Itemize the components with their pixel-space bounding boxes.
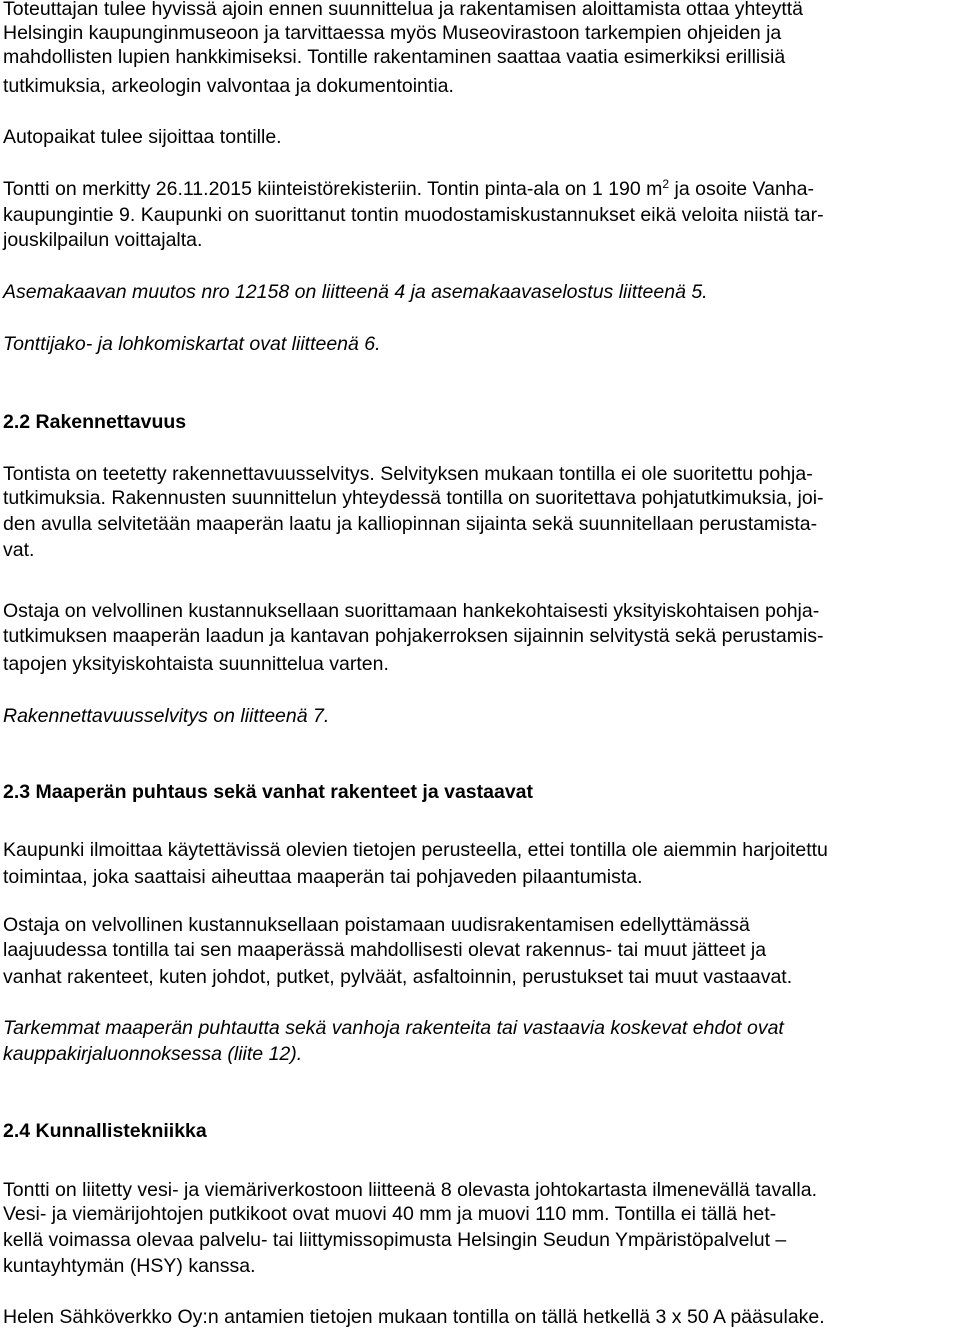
- section-2-3-heading: 2.3 Maaperän puhtaus sekä vanhat rakenteet ja vastaavat: [3, 781, 534, 803]
- section-2-2-line-2: tutkimuksia. Rakennusten suunnittelun yhteydessä tontilla on suoritettava pohjatutkimuksia, joi-: [3, 487, 824, 509]
- intro-line-2: Helsingin kaupunginmuseoon ja tarvittaessa myös Museovirastoon tarkempien ohjeiden ja: [3, 22, 782, 44]
- plot-line-2: kaupungintie 9. Kaupunki on suorittanut tontin muodostamiskustannukset eikä veloita niistä tar-: [3, 204, 824, 226]
- intro-line-1: Toteuttajan tulee hyvissä ajoin ennen suunnittelua ja rakentamisen aloittamista ottaa yhteyttä: [3, 0, 803, 20]
- section-2-2-line-4: vat.: [3, 539, 35, 561]
- section-2-3-p2-line-2: laajuudessa tontilla tai sen maaperässä mahdollisesti olevat rakennus- tai muut jätteet ja: [3, 939, 767, 961]
- section-2-2-p2-line-3: tapojen yksityiskohtaista suunnittelua varten.: [3, 653, 389, 675]
- plot-line-1-end: ja osoite Vanha-: [669, 178, 814, 200]
- section-2-2-line-3: den avulla selvitetään maaperän laatu ja kalliopinnan sijainta sekä suunnitellaan perustamista-: [3, 513, 818, 535]
- section-2-2-p2-line-1: Ostaja on velvollinen kustannuksellaan suorittamaan hankekohtaisesti yksityiskohtaisen pohja-: [3, 600, 820, 622]
- plot-line-1: [3, 177, 814, 202]
- section-2-4-heading: 2.4 Kunnallistekniikka: [3, 1120, 207, 1142]
- section-2-4-p2: Helen Sähköverkko Oy:n antamien tietojen mukaan tontilla on tällä hetkellä 3 x 50 A pääsulake.: [3, 1306, 825, 1328]
- plot-line-1-text: Tontti on merkitty 26.11.2015 kiinteistörekisteriin. Tontin pinta-ala on 1 190 m: [3, 178, 663, 200]
- section-2-3-line-2: toimintaa, joka saattaisi aiheuttaa maaperän tai pohjaveden pilaantumista.: [3, 866, 643, 888]
- section-2-3-ref-line-2: kauppakirjaluonnoksessa (liite 12).: [3, 1043, 303, 1065]
- section-2-4-line-4: kuntayhtymän (HSY) kanssa.: [3, 1255, 256, 1277]
- section-2-2-reference: Rakennettavuusselvitys on liitteenä 7.: [3, 705, 330, 727]
- section-2-3-p2-line-3: vanhat rakenteet, kuten johdot, putket, pylväät, asfaltoinnin, perustukset tai muut vastaavat.: [3, 966, 793, 988]
- section-2-2-line-1: Tontista on teetetty rakennettavuusselvitys. Selvityksen mukaan tontilla ei ole suoritettu pohja-: [3, 463, 813, 485]
- square-superscript: 2: [662, 177, 670, 191]
- section-2-3-ref-line-1: Tarkemmat maaperän puhtautta sekä vanhoja rakenteita tai vastaavia koskevat ehdot ovat: [3, 1017, 784, 1039]
- intro-line-3: mahdollisten lupien hankkimiseksi. Tontille rakentaminen saattaa vaatia esimerkiksi erillisiä: [3, 46, 786, 68]
- parking-text: Autopaikat tulee sijoittaa tontille.: [3, 126, 282, 148]
- section-2-4-line-3: kellä voimassa olevaa palvelu- tai liittymissopimusta Helsingin Seudun Ympäristöpalvelut –: [3, 1229, 787, 1251]
- section-2-3-line-1: Kaupunki ilmoittaa käytettävissä olevien tietojen perusteella, ettei tontilla ole aiemmin harjoitettu: [3, 839, 828, 861]
- plot-line-3: jouskilpailun voittajalta.: [3, 229, 203, 251]
- zoning-reference: Asemakaavan muutos nro 12158 on liitteenä 4 ja asemakaavaselostus liitteenä 5.: [3, 281, 708, 303]
- maps-reference: Tonttijako- ja lohkomiskartat ovat liitteenä 6.: [3, 333, 381, 355]
- section-2-4-line-2: Vesi- ja viemärijohtojen putkikoot ovat muovi 40 mm ja muovi 110 mm. Tontilla ei tällä het-: [3, 1203, 777, 1225]
- section-2-2-p2-line-2: tutkimuksen maaperän laadun ja kantavan pohjakerroksen sijainnin selvitystä sekä perustamis-: [3, 625, 824, 647]
- section-2-4-line-1: Tontti on liitetty vesi- ja viemäriverkostoon liitteenä 8 olevasta johtokartasta ilmenevällä tavalla.: [3, 1179, 817, 1201]
- intro-line-4: tutkimuksia, arkeologin valvontaa ja dokumentointia.: [3, 75, 454, 97]
- section-2-2-heading: 2.2 Rakennettavuus: [3, 411, 187, 433]
- section-2-3-p2-line-1: Ostaja on velvollinen kustannuksellaan poistamaan uudisrakentamisen edellyttämässä: [3, 914, 750, 936]
